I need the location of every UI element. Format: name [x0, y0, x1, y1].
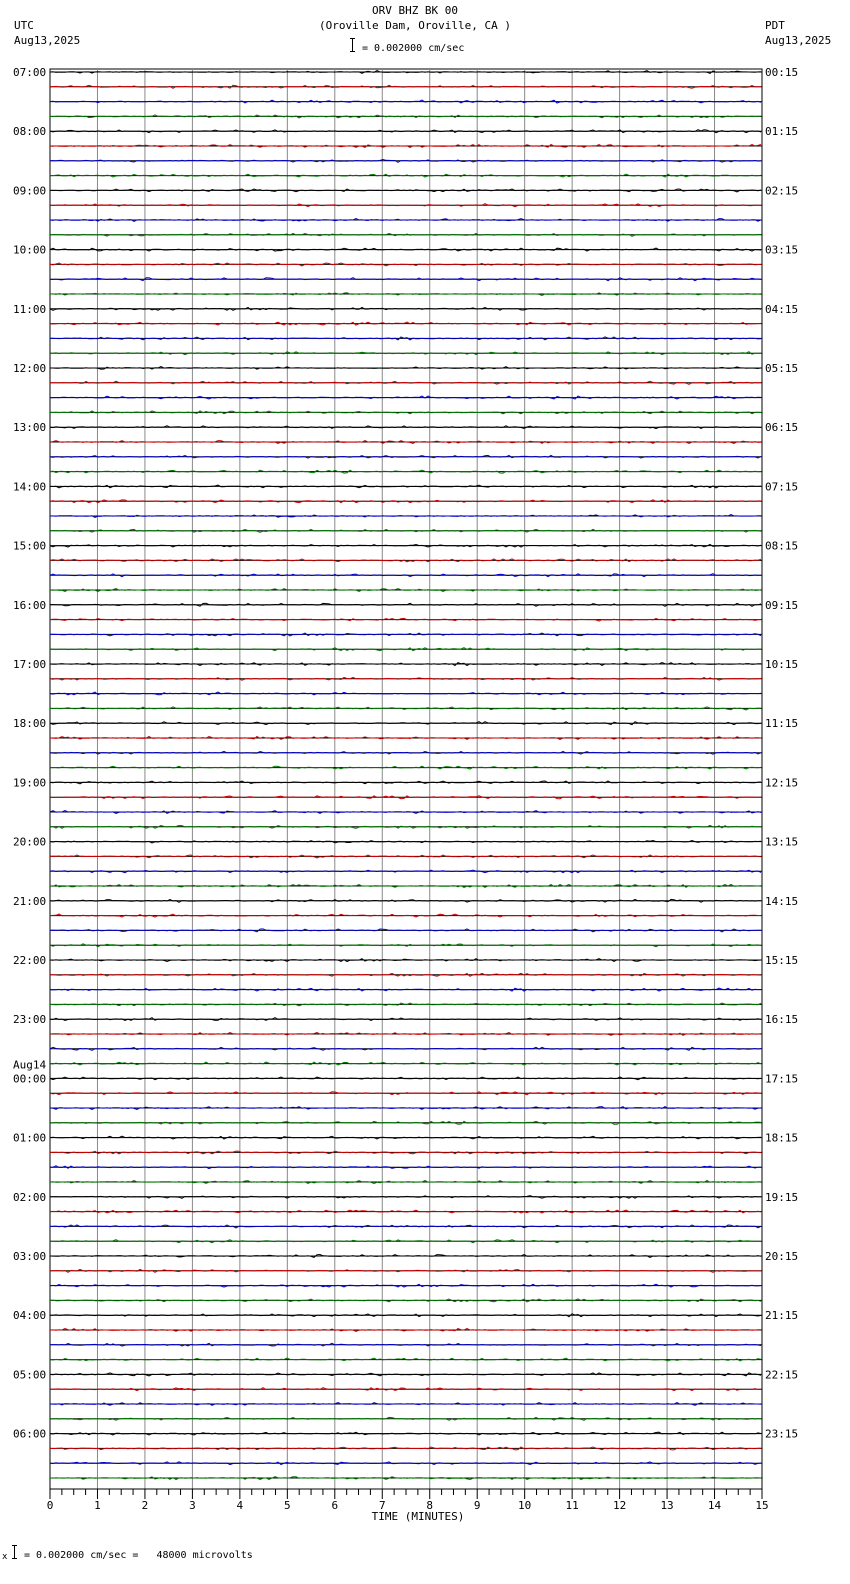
trace-line	[50, 1018, 761, 1021]
trace-line	[50, 751, 761, 754]
trace-line	[50, 1121, 761, 1124]
utc-hour-label: 15:00	[13, 539, 47, 553]
x-tick-label: 3	[189, 1499, 196, 1512]
trace-line	[50, 988, 761, 991]
trace-line	[50, 455, 761, 458]
trace-line	[50, 929, 761, 932]
trace-line	[50, 1047, 761, 1050]
utc-hour-label: 00:00	[13, 1072, 47, 1086]
utc-hour-label: 05:00	[13, 1368, 47, 1382]
trace-line	[50, 1462, 761, 1465]
scale-label: = 0.002000 cm/sec	[362, 43, 465, 54]
utc-hour-label: 03:00	[13, 1250, 47, 1263]
trace-line	[50, 1092, 761, 1095]
station-location: (Oroville Dam, Oroville, CA )	[318, 19, 512, 32]
trace-line	[50, 1447, 761, 1450]
trace-line	[50, 796, 761, 799]
pdt-hour-label: 09:15	[765, 598, 799, 612]
utc-hour-label: 14:00	[13, 480, 47, 494]
trace-line	[50, 885, 761, 888]
footer-mark-icon: x	[2, 1552, 8, 1562]
utc-hour-label: 04:00	[13, 1309, 47, 1323]
trace-line	[50, 1299, 761, 1302]
utc-hour-label: 20:00	[13, 835, 47, 849]
x-tick-label: 5	[284, 1499, 291, 1512]
x-tick-label: 10	[518, 1499, 532, 1512]
x-tick-label: 12	[612, 1499, 627, 1512]
pdt-hour-label: 01:15	[765, 125, 799, 139]
pdt-hour-label: 23:15	[765, 1427, 799, 1441]
trace-line	[50, 145, 761, 148]
date-change-label: Aug14	[13, 1058, 47, 1072]
footer-scale-label: = 0.002000 cm/sec = 48000 microvolts	[24, 1550, 253, 1561]
trace-line	[50, 1255, 761, 1258]
trace-line	[50, 1136, 761, 1139]
trace-line	[50, 1062, 761, 1065]
trace-line	[50, 1107, 761, 1110]
utc-hour-label: 09:00	[13, 184, 47, 198]
right-date: Aug13,2025	[765, 34, 832, 47]
pdt-hour-label: 02:15	[765, 184, 799, 198]
pdt-hour-label: 15:15	[765, 954, 799, 967]
trace-line	[50, 515, 761, 518]
pdt-hour-label: 21:15	[765, 1309, 799, 1323]
trace-line	[50, 411, 761, 414]
trace-line	[50, 677, 761, 680]
utc-hour-label: 07:00	[13, 66, 47, 79]
trace-line	[50, 1358, 761, 1361]
pdt-hour-label: 03:15	[765, 243, 799, 257]
utc-hour-label: 21:00	[13, 894, 47, 908]
utc-hour-label: 12:00	[13, 362, 47, 375]
pdt-hour-label: 00:15	[765, 66, 799, 79]
trace-line	[50, 1033, 761, 1036]
x-tick-label: 2	[141, 1499, 149, 1512]
pdt-hour-label: 20:15	[765, 1250, 799, 1263]
trace-line	[50, 233, 761, 236]
x-tick-label: 0	[46, 1499, 54, 1512]
utc-hour-label: 19:00	[13, 776, 47, 790]
pdt-hour-label: 22:15	[765, 1368, 799, 1382]
pdt-hour-label: 06:15	[765, 421, 799, 435]
trace-line	[50, 367, 761, 370]
trace-line	[50, 381, 761, 384]
trace-line	[50, 737, 761, 740]
trace-line	[50, 130, 761, 133]
x-axis-label: TIME (MINUTES)	[371, 1510, 465, 1523]
footer-scale-bar-icon	[12, 1545, 18, 1559]
trace-line	[50, 1151, 761, 1154]
trace-line	[50, 100, 761, 103]
x-tick-label: 9	[473, 1499, 481, 1512]
trace-line	[50, 337, 761, 340]
trace-line	[50, 870, 761, 873]
pdt-hour-label: 16:15	[765, 1013, 799, 1027]
trace-line	[50, 263, 761, 266]
trace-line	[50, 1388, 761, 1391]
trace-line	[50, 781, 761, 784]
pdt-hour-label: 04:15	[765, 302, 799, 316]
utc-hour-label: 18:00	[13, 717, 47, 731]
pdt-hour-label: 05:15	[765, 362, 799, 375]
x-tick-label: 6	[331, 1499, 339, 1512]
trace-line	[50, 85, 761, 88]
utc-hour-label: 23:00	[13, 1013, 47, 1027]
pdt-hour-label: 12:15	[765, 776, 799, 790]
x-tick-label: 14	[707, 1499, 722, 1512]
trace-line	[50, 485, 761, 488]
x-tick-label: 4	[236, 1499, 244, 1512]
pdt-hour-label: 07:15	[765, 480, 799, 494]
trace-line	[50, 663, 761, 666]
trace-line	[50, 1003, 761, 1006]
utc-hour-label: 13:00	[13, 421, 47, 435]
trace-line	[50, 722, 761, 725]
trace-line	[50, 1196, 761, 1199]
trace-line	[50, 574, 761, 577]
x-tick-label: 8	[426, 1499, 434, 1512]
utc-hour-label: 08:00	[13, 125, 47, 139]
utc-hour-label: 02:00	[13, 1190, 47, 1204]
pdt-hour-label: 08:15	[765, 539, 799, 553]
plot-frame	[50, 69, 762, 1489]
utc-hour-label: 10:00	[13, 243, 47, 257]
pdt-hour-label: 17:15	[765, 1072, 799, 1086]
trace-line	[50, 219, 761, 222]
trace-line	[50, 396, 761, 399]
pdt-hour-label: 11:15	[765, 717, 799, 731]
trace-line	[50, 633, 761, 636]
pdt-hour-label: 10:15	[765, 658, 799, 671]
pdt-hour-label: 19:15	[765, 1190, 799, 1204]
trace-line	[50, 1225, 761, 1228]
trace-line	[50, 278, 761, 281]
utc-hour-label: 17:00	[13, 658, 47, 671]
trace-line	[50, 648, 761, 651]
utc-hour-label: 06:00	[13, 1427, 47, 1441]
trace-line	[50, 589, 761, 592]
pdt-hour-label: 13:15	[765, 835, 799, 849]
x-tick-label: 13	[660, 1499, 674, 1512]
right-timezone: PDT	[765, 19, 785, 32]
trace-line	[50, 293, 761, 296]
trace-line	[50, 899, 761, 902]
trace-line	[50, 71, 761, 74]
x-tick-label: 7	[378, 1499, 386, 1512]
trace-line	[50, 174, 761, 177]
trace-line	[50, 441, 761, 444]
trace-line	[50, 204, 761, 207]
x-tick-label: 11	[565, 1499, 579, 1512]
left-date: Aug13,2025	[14, 34, 81, 47]
trace-line	[50, 352, 761, 355]
utc-hour-label: 16:00	[13, 598, 47, 612]
x-tick-label: 1	[94, 1499, 101, 1512]
trace-line	[50, 160, 761, 163]
utc-hour-label: 01:00	[13, 1131, 47, 1145]
left-timezone: UTC	[14, 19, 34, 32]
trace-line	[50, 1403, 761, 1406]
trace-line	[50, 1417, 761, 1420]
trace-line	[50, 1240, 761, 1243]
station-title: ORV BHZ BK 00	[371, 4, 459, 17]
utc-hour-label: 22:00	[13, 954, 47, 967]
pdt-hour-label: 14:15	[765, 894, 799, 908]
pdt-hour-label: 18:15	[765, 1131, 799, 1145]
trace-line	[50, 1210, 761, 1213]
trace-line	[50, 973, 761, 976]
trace-line	[50, 766, 761, 769]
utc-hour-label: 11:00	[13, 302, 47, 316]
trace-line	[50, 1181, 761, 1184]
trace-line	[50, 470, 761, 473]
x-tick-label: 15	[755, 1499, 769, 1512]
trace-line	[50, 811, 761, 814]
trace-line	[50, 1314, 761, 1317]
trace-line	[50, 529, 761, 532]
